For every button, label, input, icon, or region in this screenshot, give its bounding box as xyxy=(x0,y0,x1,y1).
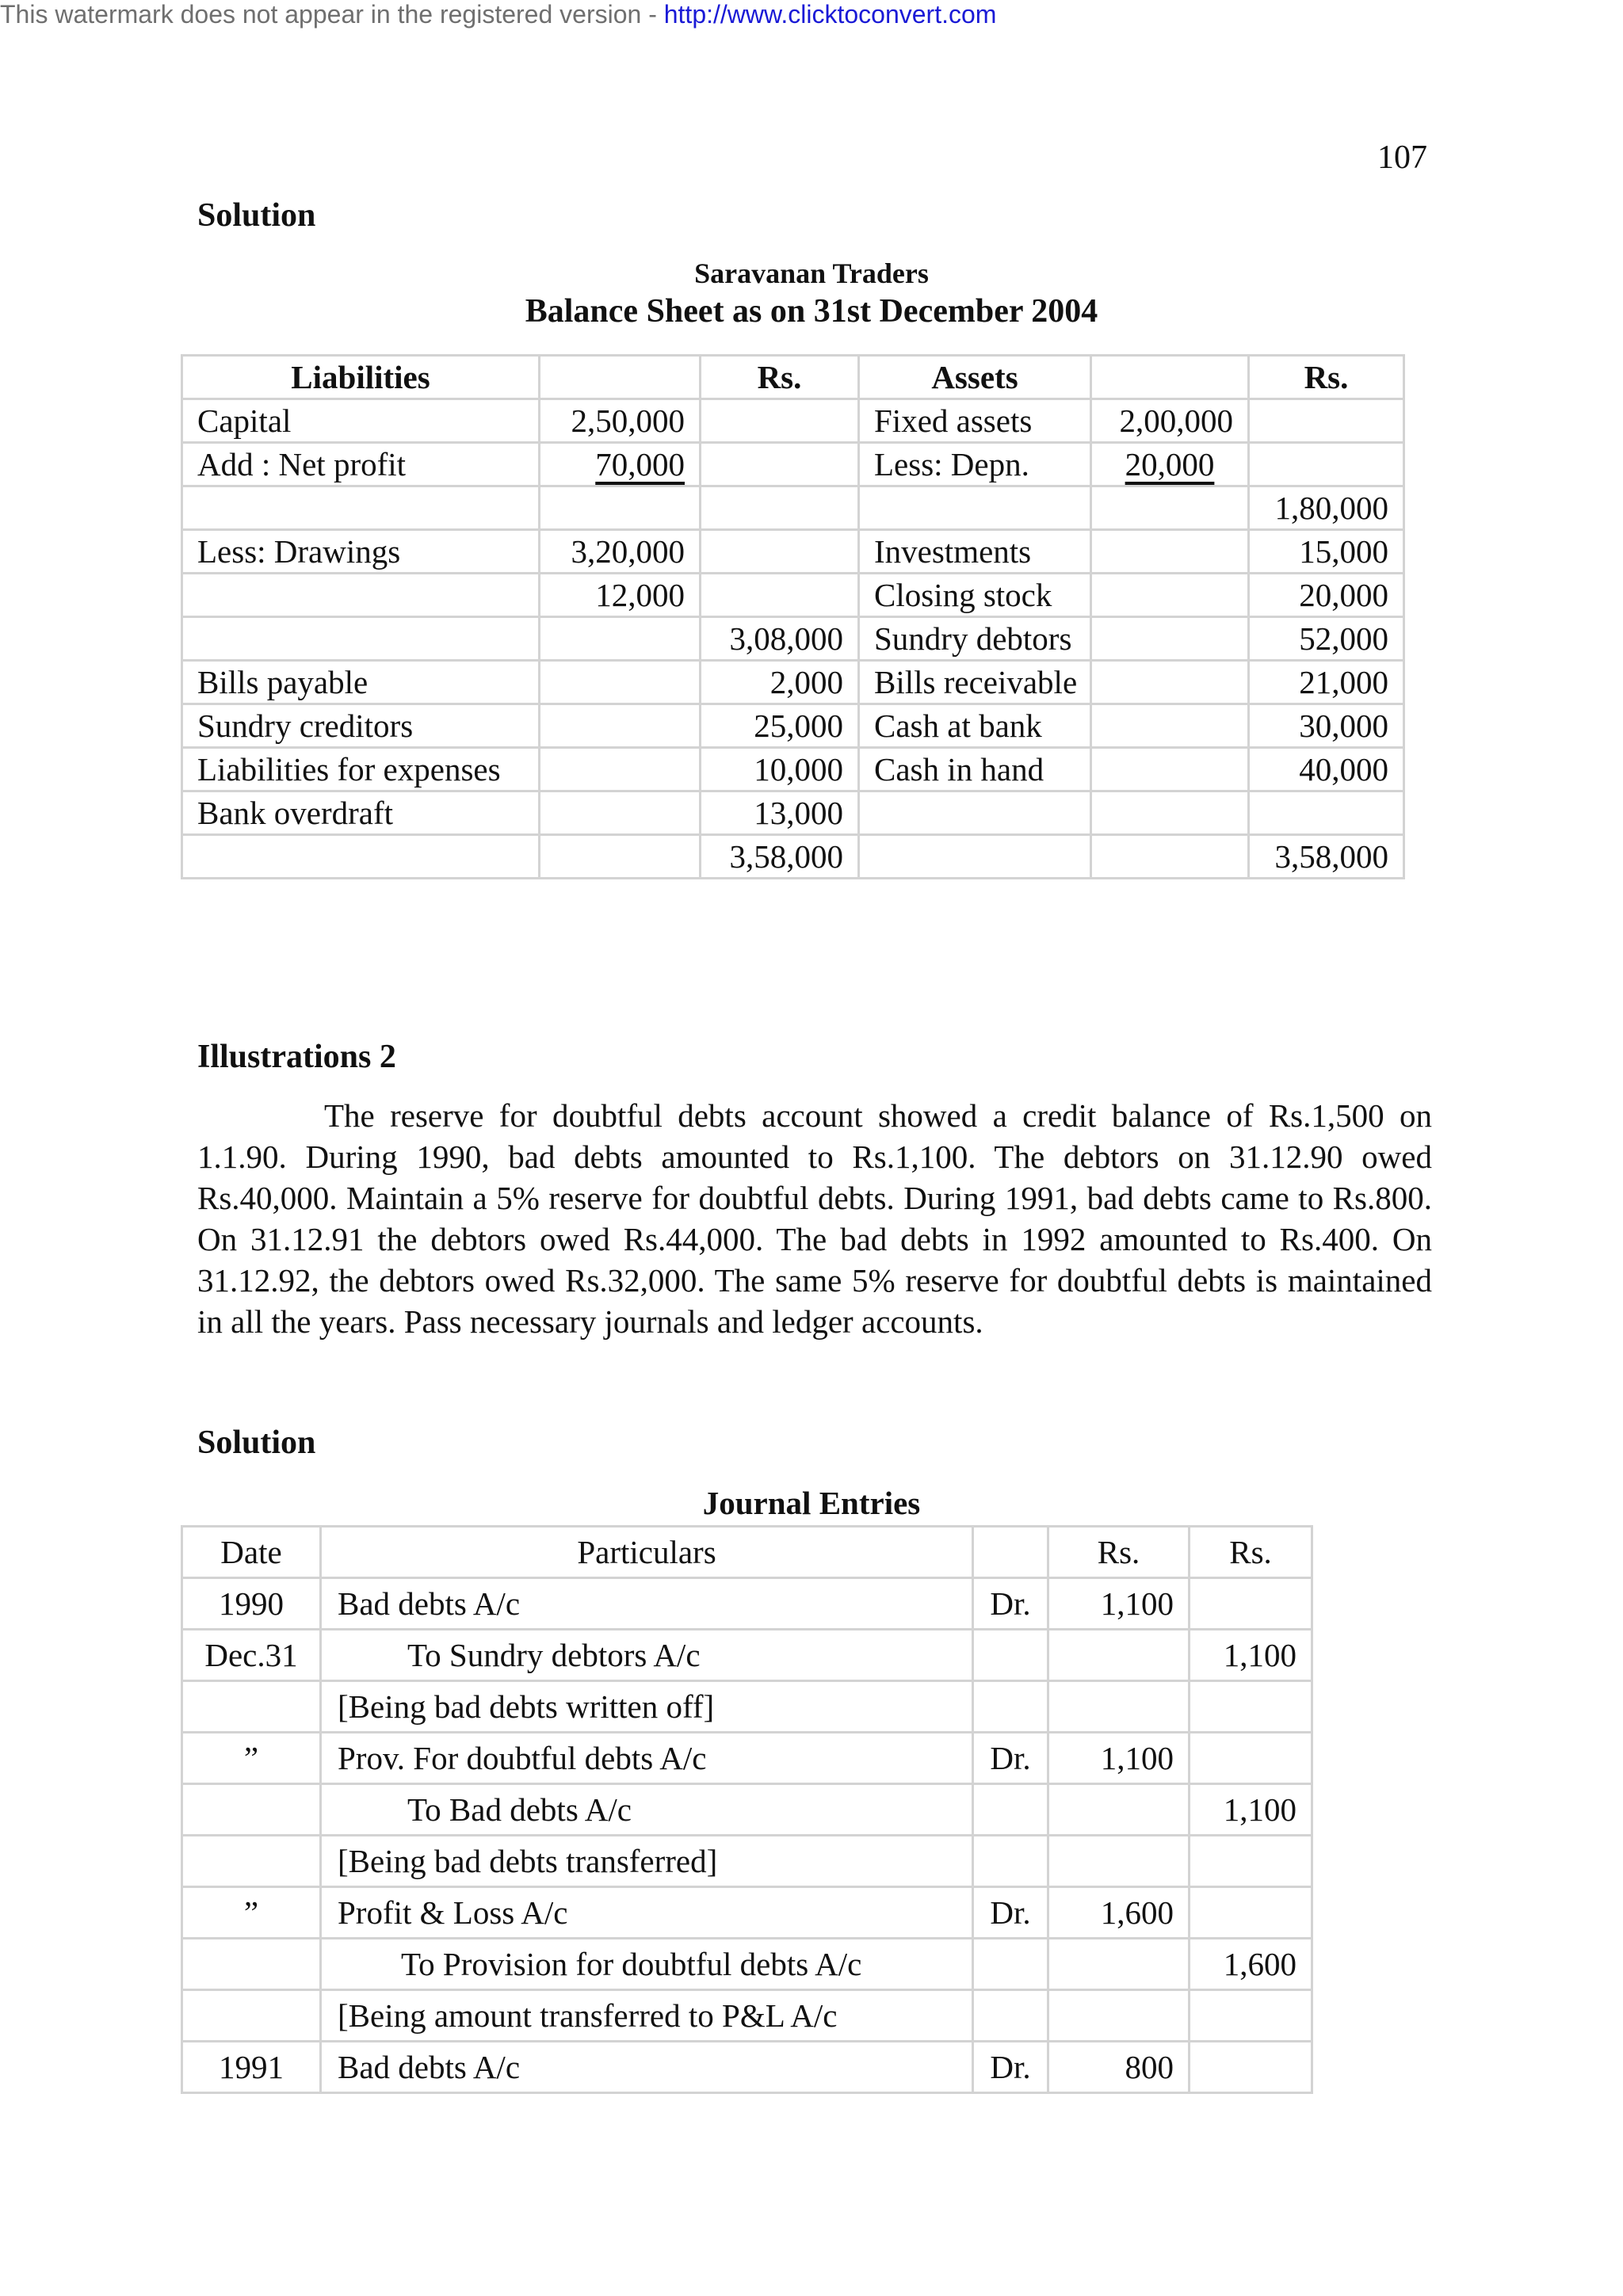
table-row xyxy=(181,1989,1313,2040)
table-row xyxy=(181,398,1405,441)
liability-label: Bank overdraft xyxy=(181,790,538,833)
header-liabilities: Liabilities xyxy=(181,354,538,398)
table-row xyxy=(181,790,1405,833)
journal-table xyxy=(181,1525,1313,2094)
liability-sub-amount xyxy=(538,659,699,703)
entry-credit xyxy=(1188,1577,1313,1628)
header-blank-1 xyxy=(538,354,699,398)
entry-debit xyxy=(1047,1680,1188,1731)
liability-label: Sundry creditors xyxy=(181,703,538,746)
entry-credit: 1,100 xyxy=(1188,1783,1313,1834)
liability-sub-amount xyxy=(538,703,699,746)
entry-debit: 1,100 xyxy=(1047,1577,1188,1628)
liability-label xyxy=(181,572,538,616)
blank-cell xyxy=(1090,833,1247,879)
asset-label: Fixed assets xyxy=(857,398,1090,441)
asset-sub-amount xyxy=(1090,616,1247,659)
entry-particulars: To Sundry debtors A/c xyxy=(319,1628,972,1680)
entry-dr xyxy=(972,1937,1047,1989)
entry-date xyxy=(181,1783,319,1834)
liability-label xyxy=(181,485,538,528)
asset-label: Bills receivable xyxy=(857,659,1090,703)
asset-sub-amount xyxy=(1090,703,1247,746)
liability-amount xyxy=(699,485,857,528)
asset-sub-amount xyxy=(1090,441,1247,485)
entry-particulars: [Being bad debts written off] xyxy=(319,1680,972,1731)
balance-sheet-table xyxy=(181,354,1405,879)
illustration-paragraph: The reserve for doubtful debts account showed a credit balance of Rs.1,500 on 1.1.90. During 1990, bad debts amounted to Rs.1,100. The debtors on 31.12.90 owed Rs.40,000. Maintain a 5% reserve for doubtful debts. During 1991, bad debts came to Rs.800. On 31.12.91 the debtors owed Rs.44,000. The bad debts in 1992 amounted to Rs.400. On 31.12.92, the debtors owed Rs.32,000. The same 5% reserve for doubtful debts is maintained in all the years. Pass necessary journals and ledger accounts. xyxy=(197,1097,1432,1340)
liability-amount xyxy=(699,398,857,441)
header-particulars: Particulars xyxy=(319,1525,972,1577)
table-row xyxy=(181,659,1405,703)
entry-particulars: Prov. For doubtful debts A/c xyxy=(319,1731,972,1783)
asset-sub-amount xyxy=(1090,659,1247,703)
liability-label xyxy=(181,616,538,659)
liability-amount: 25,000 xyxy=(699,703,857,746)
header-rs-credit: Rs. xyxy=(1188,1525,1313,1577)
header-date: Date xyxy=(181,1525,319,1577)
solution-heading-2: Solution xyxy=(197,1425,316,1461)
header-dr xyxy=(972,1525,1047,1577)
entry-date xyxy=(181,1834,319,1886)
liability-sub-amount xyxy=(538,616,699,659)
liability-label: Liabilities for expenses xyxy=(181,746,538,790)
liability-amount: 13,000 xyxy=(699,790,857,833)
entry-particulars: To Bad debts A/c xyxy=(319,1783,972,1834)
entry-debit: 800 xyxy=(1047,2040,1188,2094)
entry-date: ” xyxy=(181,1886,319,1937)
entry-dr xyxy=(972,1834,1047,1886)
entry-date: Dec.31 xyxy=(181,1628,319,1680)
header-blank-2 xyxy=(1090,354,1247,398)
table-row xyxy=(181,1834,1313,1886)
table-row xyxy=(181,2040,1313,2094)
table-row xyxy=(181,485,1405,528)
table-row xyxy=(181,1680,1313,1731)
asset-sub-amount xyxy=(1090,572,1247,616)
header-rs-liabilities: Rs. xyxy=(699,354,857,398)
entry-dr xyxy=(972,1680,1047,1731)
liabilities-total: 3,58,000 xyxy=(699,833,857,879)
liability-amount xyxy=(699,441,857,485)
entry-debit: 1,100 xyxy=(1047,1731,1188,1783)
liability-amount: 2,000 xyxy=(699,659,857,703)
asset-sub-amount xyxy=(1090,485,1247,528)
liability-sub-amount xyxy=(538,441,699,485)
asset-sub-amount: 2,00,000 xyxy=(1090,398,1247,441)
blank-cell xyxy=(857,833,1090,879)
table-row xyxy=(181,1783,1313,1834)
entry-debit xyxy=(1047,1989,1188,2040)
company-name: Saravanan Traders xyxy=(694,257,929,289)
totals-row xyxy=(181,833,1405,879)
balance-sheet-header-row xyxy=(181,354,1405,398)
entry-date: ” xyxy=(181,1731,319,1783)
entry-date xyxy=(181,1680,319,1731)
table-row xyxy=(181,1628,1313,1680)
asset-sub-amount xyxy=(1090,528,1247,572)
entry-credit xyxy=(1188,1989,1313,2040)
asset-label: Investments xyxy=(857,528,1090,572)
illustration-heading: Illustrations 2 xyxy=(197,1039,396,1075)
entry-credit xyxy=(1188,1680,1313,1731)
entry-credit xyxy=(1188,1834,1313,1886)
liability-sub-amount: 12,000 xyxy=(538,572,699,616)
table-row xyxy=(181,746,1405,790)
entry-particulars: Profit & Loss A/c xyxy=(319,1886,972,1937)
liability-amount: 10,000 xyxy=(699,746,857,790)
asset-amount: 20,000 xyxy=(1247,572,1405,616)
asset-label: Closing stock xyxy=(857,572,1090,616)
entry-date xyxy=(181,1937,319,1989)
liability-label: Bills payable xyxy=(181,659,538,703)
entry-dr xyxy=(972,1989,1047,2040)
watermark-link[interactable]: http://www.clicktoconvert.com xyxy=(663,0,997,29)
liability-amount xyxy=(699,572,857,616)
blank-cell xyxy=(181,833,538,879)
liability-sub-amount: 3,20,000 xyxy=(538,528,699,572)
table-row xyxy=(181,1731,1313,1783)
underlined-value: 70,000 xyxy=(595,446,685,482)
journal-title: Journal Entries xyxy=(702,1485,921,1521)
assets-total: 3,58,000 xyxy=(1247,833,1405,879)
asset-label xyxy=(857,485,1090,528)
table-row xyxy=(181,572,1405,616)
table-row xyxy=(181,1937,1313,1989)
asset-amount xyxy=(1247,790,1405,833)
underlined-value: 20,000 xyxy=(1125,446,1215,482)
entry-dr: Dr. xyxy=(972,1886,1047,1937)
table-row xyxy=(181,1886,1313,1937)
entry-dr: Dr. xyxy=(972,1731,1047,1783)
entry-debit xyxy=(1047,1783,1188,1834)
table-row xyxy=(181,441,1405,485)
liability-sub-amount: 2,50,000 xyxy=(538,398,699,441)
entry-debit xyxy=(1047,1834,1188,1886)
asset-amount: 1,80,000 xyxy=(1247,485,1405,528)
entry-credit: 1,600 xyxy=(1188,1937,1313,1989)
liability-amount: 3,08,000 xyxy=(699,616,857,659)
blank-cell xyxy=(538,833,699,879)
table-row xyxy=(181,528,1405,572)
asset-sub-amount xyxy=(1090,790,1247,833)
liability-amount xyxy=(699,528,857,572)
asset-label: Cash at bank xyxy=(857,703,1090,746)
liability-label: Less: Drawings xyxy=(181,528,538,572)
asset-amount: 21,000 xyxy=(1247,659,1405,703)
asset-amount xyxy=(1247,441,1405,485)
table-row xyxy=(181,1577,1313,1628)
entry-particulars: To Provision for doubtful debts A/c xyxy=(319,1937,972,1989)
asset-amount: 40,000 xyxy=(1247,746,1405,790)
asset-label xyxy=(857,790,1090,833)
entry-debit: 1,600 xyxy=(1047,1886,1188,1937)
asset-amount: 30,000 xyxy=(1247,703,1405,746)
liability-label: Add : Net profit xyxy=(181,441,538,485)
entry-dr: Dr. xyxy=(972,1577,1047,1628)
asset-label: Sundry debtors xyxy=(857,616,1090,659)
asset-label: Cash in hand xyxy=(857,746,1090,790)
entry-date: 1991 xyxy=(181,2040,319,2094)
entry-credit: 1,100 xyxy=(1188,1628,1313,1680)
page-number: 107 xyxy=(1377,139,1427,176)
entry-particulars: Bad debts A/c xyxy=(319,1577,972,1628)
header-assets: Assets xyxy=(857,354,1090,398)
liability-label: Capital xyxy=(181,398,538,441)
watermark xyxy=(0,0,996,29)
asset-sub-amount xyxy=(1090,746,1247,790)
table-row xyxy=(181,703,1405,746)
table-row xyxy=(181,616,1405,659)
entry-date xyxy=(181,1989,319,2040)
journal-header-row xyxy=(181,1525,1313,1577)
asset-amount: 52,000 xyxy=(1247,616,1405,659)
asset-amount xyxy=(1247,398,1405,441)
solution-heading-1: Solution xyxy=(197,197,316,234)
entry-credit xyxy=(1188,1731,1313,1783)
entry-particulars: [Being bad debts transferred] xyxy=(319,1834,972,1886)
balance-sheet-title: Balance Sheet as on 31st December 2004 xyxy=(525,293,1098,330)
entry-dr: Dr. xyxy=(972,2040,1047,2094)
entry-dr xyxy=(972,1628,1047,1680)
asset-amount: 15,000 xyxy=(1247,528,1405,572)
entry-credit xyxy=(1188,2040,1313,2094)
header-rs-assets: Rs. xyxy=(1247,354,1405,398)
entry-date: 1990 xyxy=(181,1577,319,1628)
header-rs-debit: Rs. xyxy=(1047,1525,1188,1577)
entry-particulars: Bad debts A/c xyxy=(319,2040,972,2094)
liability-sub-amount xyxy=(538,485,699,528)
entry-debit xyxy=(1047,1937,1188,1989)
liability-sub-amount xyxy=(538,746,699,790)
entry-particulars: [Being amount transferred to P&L A/c xyxy=(319,1989,972,2040)
asset-label: Less: Depn. xyxy=(857,441,1090,485)
watermark-text: This watermark does not appear in the registered version - xyxy=(0,0,664,29)
entry-credit xyxy=(1188,1886,1313,1937)
entry-debit xyxy=(1047,1628,1188,1680)
entry-dr xyxy=(972,1783,1047,1834)
liability-sub-amount xyxy=(538,790,699,833)
